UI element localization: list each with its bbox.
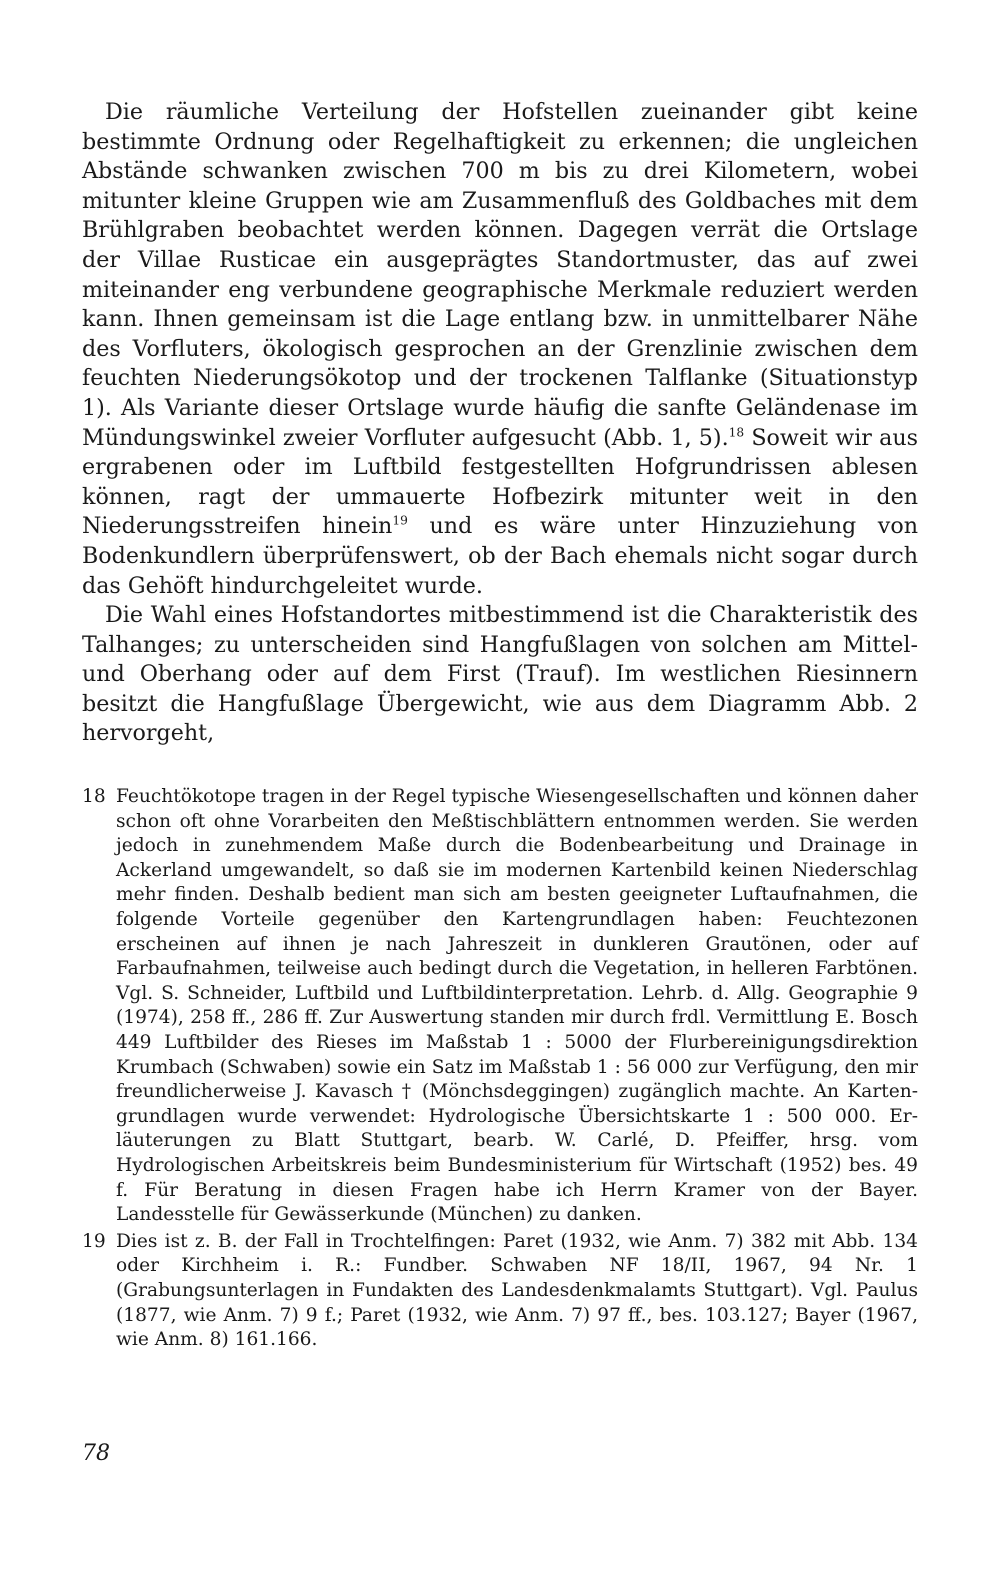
footnote-number: 19 [82, 1230, 106, 1252]
footnote-18 [82, 785, 918, 1228]
footnote-19 [82, 1230, 918, 1353]
paragraph-2: Die Wahl eines Hofstandortes mitbestimmend ist die Charakteristik des Talhanges; zu unterscheiden sind Hangfußlagen von solchen am Mittel- und Oberhang oder auf dem First (Trauf). Im westlichen Riesinnern besitzt die Hangfußlage Übergewicht, wie aus dem Diagramm Abb. 2 hervorgeht, [82, 602, 918, 747]
paragraph-1-text-a: Die räumliche Verteilung der Hofstellen zueinander gibt keine bestimmte Ordnung oder Regelhaftigkeit zu erkennen; die ungleichen Abstände schwanken zwischen 700 m bis zu drei Kilometern, wobei mitunter kleine Gruppen wie am Zusammenfluß des Goldbaches mit dem Brühlgraben beobachtet werden können. Dagegen verrät die Ortslage der Villae Rusticae ein ausgeprägtes Standortmuster, das auf zwei miteinander eng verbundene geographische Merkmale reduziert werden kann. Ihnen gemeinsam ist die Lage entlang bzw. in unmittelbarer Nähe des Vorfluters, ökologisch gesprochen an der Grenzlinie zwischen dem feuchten Niederungsökotop und der trockenen Talflanke (Situationstyp 1). Als Variante dieser Ortslage wurde häufig die sanfte Geländenase im Mündungswinkel zweier Vorfluter aufgesucht (Abb. 1, 5). [82, 99, 918, 451]
paragraph-1 [82, 98, 918, 601]
page-content [82, 98, 918, 1355]
footnote-text: Dies ist z. B. der Fall in Trochtelfingen: Paret (1932, wie Anm. 7) 382 mit Abb. 134 oder Kirchheim i. R.: Fundber. Schwaben NF 18/II, 1967, 94 Nr. 1 (Grabungsunterlagen in Fundakten des Landesdenkmalamts Stuttgart). Vgl. Paulus (1877, wie Anm. 7) 9 f.; Paret (1932, wie Anm. 7) 97 ff., bes. 103.127; Bayer (1967, wie Anm. 8) 161.166. [116, 1230, 918, 1351]
paragraph-1-text-c: und es wäre unter Hinzuziehung von Bodenkundlern überprüfenswert, ob der Bach ehemals nicht sogar durch das Gehöft hindurchgeleitet wurde. [82, 513, 918, 599]
paragraph-1-text-b: Soweit wir aus ergrabenen oder im Luftbild festgestellten Hofgrundrissen ablesen können, ragt der ummauerte Hofbezirk mitunter weit in den Niederungsstreifen hinein [82, 424, 918, 540]
footnote-ref-18[interactable]: 18 [728, 425, 745, 440]
footnotes [82, 785, 918, 1353]
page-number: 78 [82, 1441, 110, 1466]
footnote-text: Feuchtökotope tragen in der Regel typische Wiesengesellschaften und können daher schon oft ohne Vorarbeiten den Meßtischblättern entnommen werden. Sie werden jedoch in zunehmendem Maße durch die Bodenbearbeitung und Drainage in Ackerland umgewandelt, so daß sie im modernen Kartenbild keinen Niederschlag mehr finden. Deshalb bedient man sich am besten geeigneter Luftaufnahmen, die folgende Vorteile gegenüber den Kartengrundlagen haben: Feuchtezonen erscheinen auf ihnen je nach Jahreszeit in dunkleren Grautönen, oder auf Farbaufnahmen, teilweise auch bedingt durch die Vegetation, in helleren Farbtönen. Vgl. S. Schneider, Luftbild und Luftbildinterpretation. Lehrb. d. Allg. Geographie 9 (1974), 258 ff., 286 ff. Zur Auswertung standen mir durch frdl. Vermittlung E. Bosch 449 Luftbilder des Rieses im Maßstab 1 : 5000 der Flurbereinigungsdirektion Krumbach (Schwaben) sowie ein Satz im Maßstab 1 : 56 000 zur Verfügung, den mir freundlicherweise J. Kavasch † (Mönchsdeggingen) zugänglich machte. An Kartengrundlagen wurde verwendet: Hydrologische Übersichtskarte 1 : 500 000. Erläuterungen zu Blatt Stuttgart, bearb. W. Carlé, D. Pfeiffer, hrsg. vom Hydrologischen Arbeitskreis beim Bundesministerium für Wirtschaft (1952) bes. 49 f. Für Beratung in diesen Fragen habe ich Herrn Kramer von der Bayer. Landesstelle für Gewässerkunde (München) zu danken. [116, 786, 918, 1226]
footnote-ref-19[interactable]: 19 [392, 513, 408, 528]
footnote-number: 18 [82, 786, 106, 808]
